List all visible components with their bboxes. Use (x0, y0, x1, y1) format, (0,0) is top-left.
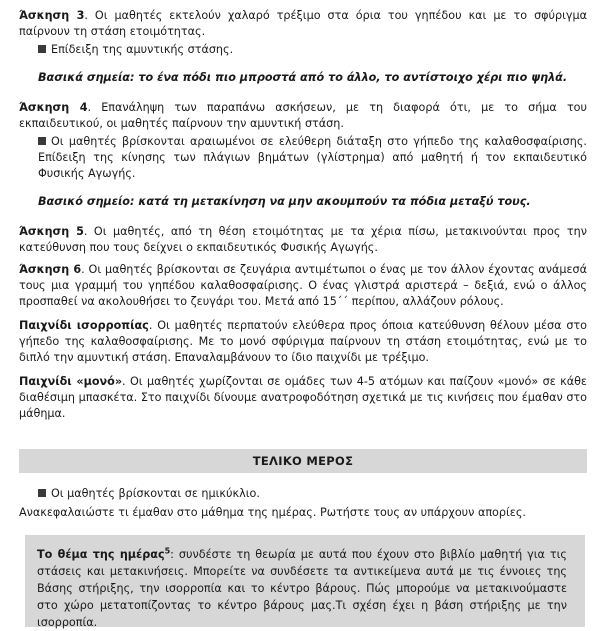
exercise-3-key-point: Βασικά σημεία: το ένα πόδι πιο μπροστά από το άλλο, το αντίστοιχο χέρι πιο ψηλά. (38, 71, 568, 84)
mono-game (19, 374, 587, 422)
exercise-5-label: Άσκηση 5 (19, 225, 84, 238)
exercise-4-key-point: Βασικό σημείο: κατά τη μετακίνηση να μην ακουμπούν τα πόδια μεταξύ τους. (38, 195, 531, 208)
exercise-3-bullet-text: Επίδειξη της αμυντικής στάσης. (51, 43, 234, 56)
topic-of-the-day-box (25, 535, 585, 627)
exercise-3-label: Άσκηση 3 (19, 9, 85, 22)
square-bullet-icon (38, 45, 46, 53)
final-section-text: Ανακεφαλαιώστε τι έμαθαν στο μάθημα της ημέρας. Ρωτήστε τους αν υπάρχουν απορίες. (19, 506, 526, 519)
mono-game-label: Παιχνίδι «μονό» (19, 375, 123, 388)
exercise-5-text: . Οι μαθητές, από τη θέση ετοιμότητας με τα χέρια πίσω, μετακινούνται προς την κατεύθυνση που τους δείχνει ο εκπαιδευτικός Φυσικής Αγωγής. (19, 225, 587, 254)
balance-game (19, 318, 587, 366)
exercise-4 (19, 100, 587, 132)
balance-game-label: Παιχνίδι ισορροπίας (19, 319, 149, 332)
square-bullet-icon (38, 489, 46, 497)
exercise-4-bullet (38, 134, 587, 182)
footnote-marker: 5 (164, 546, 171, 556)
exercise-6 (19, 262, 587, 310)
exercise-5 (19, 224, 587, 256)
topic-of-the-day-content (37, 546, 567, 631)
square-bullet-icon (38, 137, 46, 145)
exercise-4-label: Άσκηση 4 (19, 101, 88, 114)
topic-of-the-day-text: : συνδέστε τη θεωρία με αυτά που έχουν στο βιβλίο μαθητή για τις στάσεις και μετακινήσεις. Μπορείτε να συνδέσετε τα αντικείμενα αυτά με τις έννοιες της Βάσης στήριξης, την ισορροπία και το κέντρο βάρους. Πώς μπορούμε να μετακινούμαστε στο χώρο μετατοπίζοντας το κέντρο βάρους μας.Τι σχέση έχει η βάση στήριξης με την ισορροπία. (37, 548, 567, 629)
exercise-4-bullet-text: Οι μαθητές βρίσκονται αραιωμένοι σε ελεύθερη διάταξη στο γήπεδο της καλαθοσφαίρισης. Επίδειξη της κίνησης των πλάγιων βημάτων (γλίστρημα) από μαθητή ή τον εκπαιδευτικό Φυσικής Αγωγής. (38, 135, 587, 180)
final-section-bullet (38, 486, 587, 502)
exercise-4-text: . Επανάληψη των παραπάνω ασκήσεων, με τη διαφορά ότι, με το σήμα του εκπαιδευτικού, οι μαθητές παίρνουν την αμυντική στάση. (19, 101, 587, 130)
final-section-bullet-text: Οι μαθητές βρίσκονται σε ημικύκλιο. (51, 487, 260, 500)
final-section-header: ΤΕΛΙΚΟ ΜΕΡΟΣ (19, 449, 587, 473)
exercise-6-label: Άσκηση 6 (19, 263, 82, 276)
balance-game-text: . Οι μαθητές περπατούν ελεύθερα προς όποια κατεύθυνση θέλουν μέσα στο γήπεδο της καλαθοσφαίρισης. Με το μονό σφύριγμα παίρνουν τη στάση ετοιμότητας, ενώ με το διπλό την αμυντική στάση. Επαναλαμβάνουν το ίδιο παιχνίδι με τρέξιμο. (19, 319, 588, 364)
mono-game-text: . Οι μαθητές χωρίζονται σε ομάδες των 4-5 ατόμων και παίζουν «μονό» σε κάθε διαθέσιμη μπασκέτα. Στο παιχνίδι δίνουμε ανατροφοδότηση σχετικά με τις κινήσεις που έμαθαν στο μάθημα. (19, 375, 587, 420)
exercise-6-text: . Οι μαθητές βρίσκονται σε ζευγάρια αντιμέτωποι ο ένας με τον άλλον έχοντας ανάμεσά τους μια γραμμή του γηπέδου καλαθοσφαίρισης. Ο ένας γλιστρά αριστερά – δεξιά, ενώ ο άλλος προσπαθεί να ακολουθήσει το ζευγάρι του. Μετά από 15΄΄ περίπου, αλλάζουν ρόλους. (19, 263, 587, 308)
exercise-3 (19, 8, 587, 40)
exercise-3-bullet (38, 42, 587, 58)
exercise-3-text: . Οι μαθητές εκτελούν χαλαρό τρέξιμο στα όρια του γηπέδου και με το σφύριγμα παίρνουν τη στάση ετοιμότητας. (19, 9, 588, 38)
topic-of-the-day-label: Το θέμα της ημέρας (37, 548, 165, 561)
